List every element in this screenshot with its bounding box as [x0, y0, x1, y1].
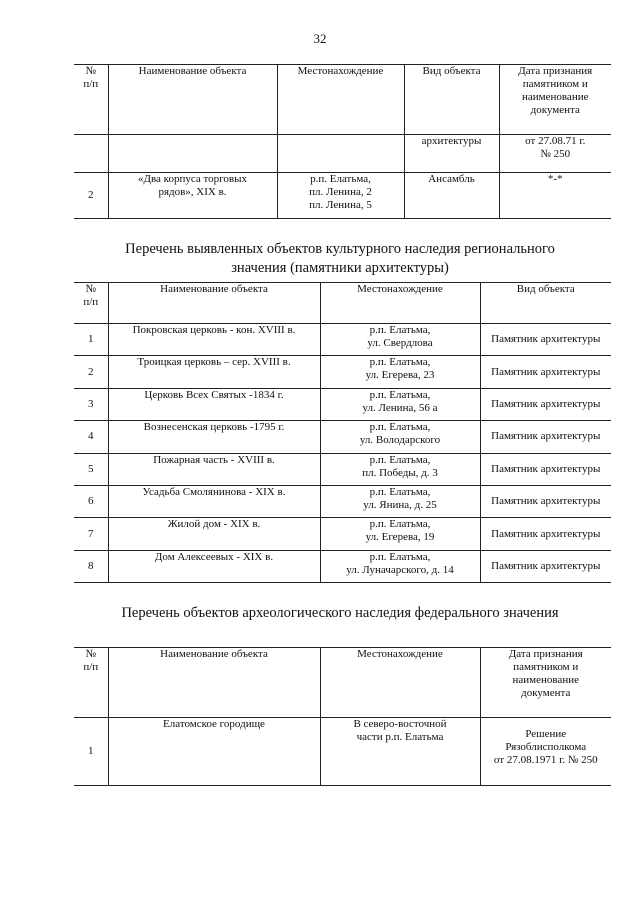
cell-location: р.п. Елатьма, ул. Ленина, 56 а [320, 388, 480, 420]
cell-num: 5 [74, 453, 108, 485]
cell-name: Усадьба Смолянинова - XIX в. [108, 485, 320, 517]
cell-kind: Ансамбль [404, 173, 499, 219]
table-row [74, 718, 611, 786]
header-name: Наименование объекта [108, 648, 320, 718]
cell-kind: Памятник архитектуры [480, 453, 611, 485]
cell-location: р.п. Елатьма, пл. Ленина, 2 пл. Ленина, 5 [277, 173, 404, 219]
cell-num: 3 [74, 388, 108, 420]
cell-kind: Памятник архитектуры [480, 388, 611, 420]
header-location: Местонахождение [320, 283, 480, 324]
header-num: № п/п [74, 648, 108, 718]
cell-num: 4 [74, 421, 108, 453]
table-row [74, 324, 611, 356]
table-row [74, 550, 611, 582]
cell-num: 1 [74, 324, 108, 356]
cell-name: Пожарная часть - XVIII в. [108, 453, 320, 485]
regional-monuments-table [74, 282, 611, 583]
header-kind: Вид объекта [404, 65, 499, 135]
cell-kind: архитектуры [404, 135, 499, 173]
header-date: Дата признания памятником и наименование документа [499, 65, 611, 135]
cell-date: Решение Рязоблисполкома от 27.08.1971 г. № 250 [480, 718, 611, 786]
cell-name: Елатомское городище [108, 718, 320, 786]
cell-date: *-* [499, 173, 611, 219]
table-row [74, 421, 611, 453]
cell-num: 6 [74, 485, 108, 517]
cell-date: от 27.08.71 г. № 250 [499, 135, 611, 173]
cell-name: Покровская церковь - кон. XVIII в. [108, 324, 320, 356]
cell-kind: Памятник архитектуры [480, 356, 611, 388]
header-location: Местонахождение [277, 65, 404, 135]
cell-kind: Памятник архитектуры [480, 485, 611, 517]
cell-name: Дом Алексеевых - XIX в. [108, 550, 320, 582]
cell-name: Жилой дом - XIX в. [108, 518, 320, 550]
table-header-row [74, 65, 611, 135]
section-title-archaeological: Перечень объектов археологического наследия федерального значения [121, 605, 559, 621]
table-row [74, 518, 611, 550]
table-row [74, 453, 611, 485]
cell-name: Церковь Всех Святых -1834 г. [108, 388, 320, 420]
archaeological-table [74, 647, 611, 786]
header-kind: Вид объекта [480, 283, 611, 324]
cell-num: 2 [74, 356, 108, 388]
table-row [74, 356, 611, 388]
cell-name: Вознесенская церковь -1795 г. [108, 421, 320, 453]
cell-kind: Памятник архитектуры [480, 518, 611, 550]
cell-location: р.п. Елатьма, ул. Володарского [320, 421, 480, 453]
cell-location: р.п. Елатьма, ул. Егерева, 23 [320, 356, 480, 388]
page-number: 32 [313, 31, 327, 46]
table-header-row [74, 283, 611, 324]
table-row [74, 485, 611, 517]
cell-location: р.п. Елатьма, ул. Свердлова [320, 324, 480, 356]
table-row [74, 135, 611, 173]
header-name: Наименование объекта [108, 283, 320, 324]
cell-location: р.п. Елатьма, ул. Луначарского, д. 14 [320, 550, 480, 582]
cell-num: 1 [74, 718, 108, 786]
header-name: Наименование объекта [108, 65, 277, 135]
cell-name: Троицкая церковь – сер. XVIII в. [108, 356, 320, 388]
monuments-table-continued [74, 64, 611, 219]
cell-kind: Памятник архитектуры [480, 421, 611, 453]
cell-location: р.п. Елатьма, ул. Егерева, 19 [320, 518, 480, 550]
header-num: № п/п [74, 65, 108, 135]
header-num: № п/п [74, 283, 108, 324]
cell-num: 8 [74, 550, 108, 582]
cell-num: 7 [74, 518, 108, 550]
header-location: Местонахождение [320, 648, 480, 718]
cell-name: «Два корпуса торговых рядов», XIX в. [108, 173, 277, 219]
table-row [74, 173, 611, 219]
cell-location: р.п. Елатьма, ул. Янина, д. 25 [320, 485, 480, 517]
section-title-regional: Перечень выявленных объектов культурного наследия регионального значения (памятники архитектуры) [125, 241, 555, 276]
cell-kind: Памятник архитектуры [480, 550, 611, 582]
table-row [74, 388, 611, 420]
cell-num: 2 [74, 173, 108, 219]
cell-location: р.п. Елатьма, пл. Победы, д. 3 [320, 453, 480, 485]
table-header-row [74, 648, 611, 718]
header-date: Дата признания памятником и наименование документа [480, 648, 611, 718]
cell-location: В северо-восточной части р.п. Елатьма [320, 718, 480, 786]
cell-kind: Памятник архитектуры [480, 324, 611, 356]
